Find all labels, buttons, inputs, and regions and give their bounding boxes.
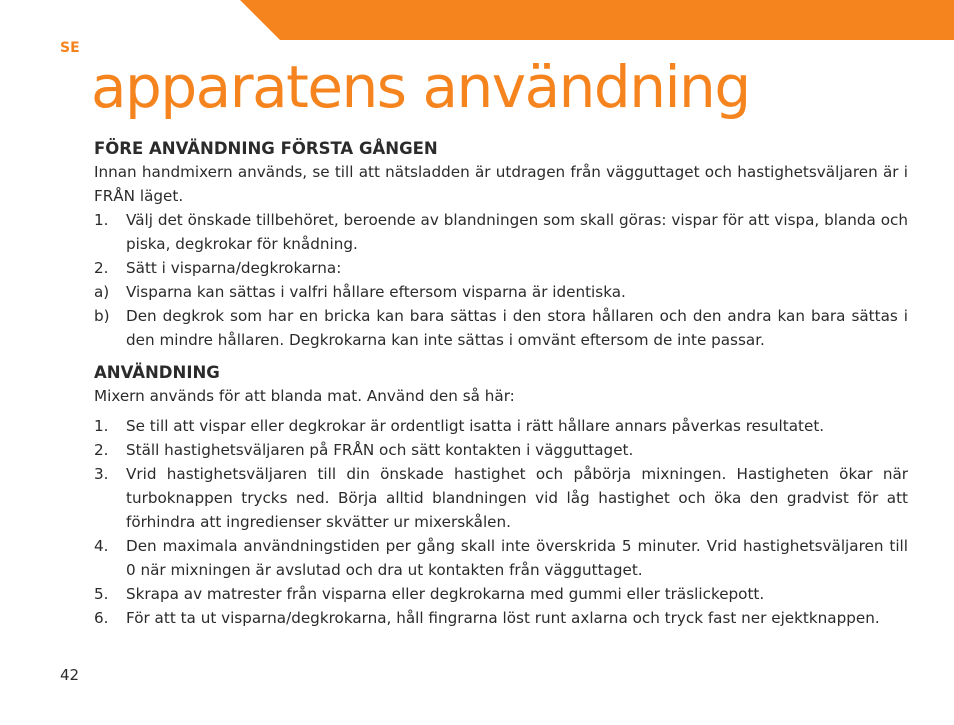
- list-item-text: Skrapa av matrester från visparna eller degkrokarna med gummi eller träslickepott.: [126, 585, 765, 603]
- list-item: [94, 304, 908, 352]
- list-marker: b): [94, 307, 110, 325]
- list-item-text: Ställ hastighetsväljaren på FRÅN och sätt kontakten i vägguttaget.: [126, 441, 634, 459]
- list-marker: 3.: [94, 465, 109, 483]
- usage-steps: [94, 414, 908, 630]
- header-accent-band: [240, 0, 954, 40]
- page-title: apparatens användning: [91, 53, 750, 121]
- list-marker: 1.: [94, 417, 109, 435]
- page-number: 42: [60, 666, 80, 684]
- page-content: [94, 138, 908, 630]
- list-marker: 4.: [94, 537, 109, 555]
- list-item: [94, 534, 908, 582]
- section-heading-first-use: FÖRE ANVÄNDNING FÖRSTA GÅNGEN: [94, 139, 438, 158]
- list-item: [94, 256, 908, 280]
- list-item: [94, 606, 908, 630]
- language-code: SE: [60, 40, 80, 56]
- list-item: [94, 582, 908, 606]
- list-item-text: Den maximala användningstiden per gång skall inte överskrida 5 minuter. Vrid hastighetsväljaren till 0 när mixningen är avslutad och dra ut kontakten från vägguttaget.: [126, 537, 908, 579]
- list-item: [94, 462, 908, 534]
- section-intro-first-use: Innan handmixern används, se till att nätsladden är utdragen från vägguttaget och hastighetsväljaren är i FRÅN läget.: [94, 163, 908, 205]
- list-marker: 5.: [94, 585, 109, 603]
- list-item-text: Se till att vispar eller degkrokar är ordentligt isatta i rätt hållare annars påverkas resultatet.: [126, 417, 825, 435]
- list-item-text: Den degkrok som har en bricka kan bara sättas i den stora hållaren och den andra kan bara sättas i den mindre hållaren. Degkrokarna kan inte sättas i omvänt eftersom de inte passar.: [126, 307, 908, 349]
- section-intro-usage: Mixern används för att blanda mat. Använd den så här:: [94, 387, 515, 405]
- list-marker: 2.: [94, 259, 109, 277]
- list-item-text: Sätt i visparna/degkrokarna:: [126, 259, 342, 277]
- list-item: [94, 208, 908, 256]
- list-item: [94, 438, 908, 462]
- list-marker: a): [94, 283, 110, 301]
- list-marker: 6.: [94, 609, 109, 627]
- list-item-text: Välj det önskade tillbehöret, beroende av blandningen som skall göras: vispar för att vispa, blanda och piska, degkrokar för knådning.: [126, 211, 908, 253]
- list-item: [94, 280, 908, 304]
- list-item-text: För att ta ut visparna/degkrokarna, håll fingrarna löst runt axlarna och tryck fast ner ejektknappen.: [126, 609, 880, 627]
- list-marker: 2.: [94, 441, 109, 459]
- list-item-text: Vrid hastighetsväljaren till din önskade hastighet och påbörja mixningen. Hastigheten ökar när turboknappen trycks ned. Börja alltid blandningen vid låg hastighet och öka den gradvist för att förhindra att ingredienser skvätter ur mixerskålen.: [126, 465, 908, 531]
- list-item-text: Visparna kan sättas i valfri hållare eftersom visparna är identiska.: [126, 283, 626, 301]
- first-use-steps: [94, 208, 908, 352]
- list-item: [94, 414, 908, 438]
- list-marker: 1.: [94, 211, 109, 229]
- section-heading-usage: ANVÄNDNING: [94, 363, 220, 382]
